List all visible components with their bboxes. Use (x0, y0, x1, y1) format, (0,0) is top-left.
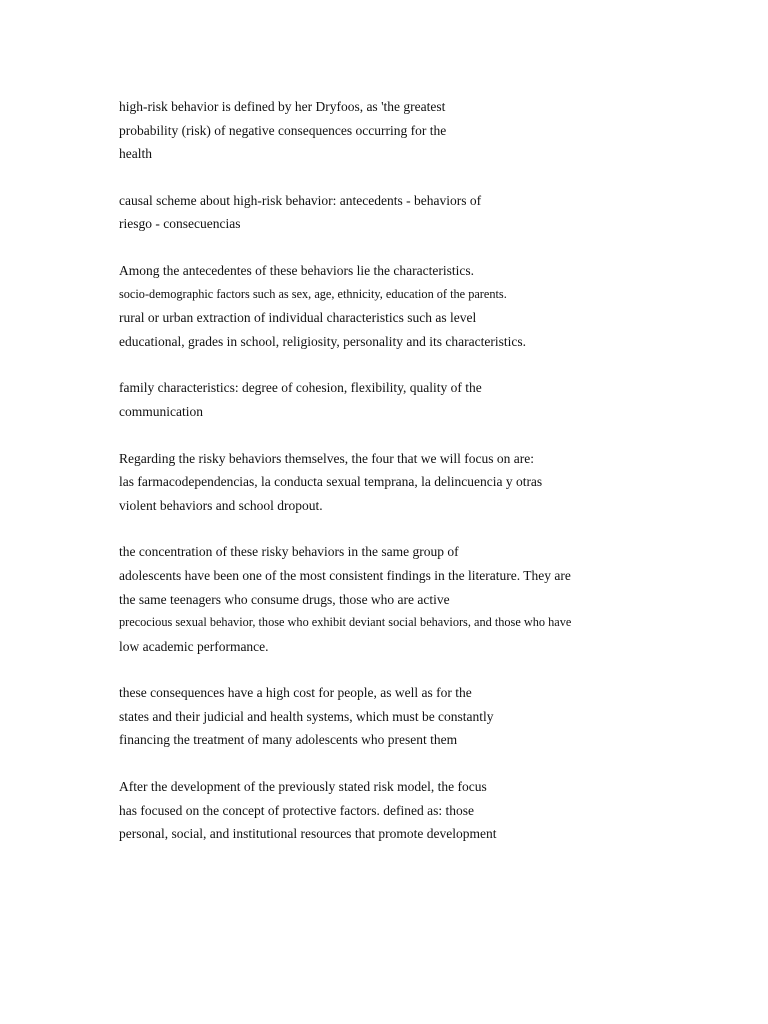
text-line: communication (119, 403, 203, 419)
text-line: family characteristics: degree of cohesion, flexibility, quality of the (119, 380, 482, 396)
text-line: After the development of the previously stated risk model, the focus (119, 779, 487, 795)
text-line: rural or urban extraction of individual characteristics such as level (119, 310, 477, 326)
paragraph-risky-behaviors (119, 447, 739, 518)
paragraph-concentration (119, 540, 739, 658)
text-line: riesgo - consecuencias (119, 216, 241, 232)
text-line: precocious sexual behavior, those who exhibit deviant social behaviors, and those who have (119, 615, 572, 630)
text-line: causal scheme about high-risk behavior: antecedents - behaviors of (119, 192, 482, 208)
text-line: las farmacodependencias, la conducta sexual temprana, la delincuencia y otras (119, 474, 543, 490)
text-line: socio-demographic factors such as sex, age, ethnicity, education of the parents. (119, 286, 507, 301)
paragraph-consequences (119, 681, 739, 752)
text-line: Regarding the risky behaviors themselves, the four that we will focus on are: (119, 450, 535, 466)
text-line: adolescents have been one of the most consistent findings in the literature. They are (119, 567, 571, 583)
text-line: these consequences have a high cost for people, as well as for the (119, 685, 472, 701)
paragraph-protective-factors (119, 775, 739, 846)
text-line: violent behaviors and school dropout. (119, 497, 323, 513)
text-line: high-risk behavior is defined by her Dryfoos, as 'the greatest (119, 99, 446, 114)
text-line: has focused on the concept of protective factors. defined as: those (119, 802, 474, 818)
text-line: states and their judicial and health systems, which must be constantly (119, 708, 494, 724)
document-body (119, 95, 739, 869)
paragraph-family-characteristics (119, 376, 739, 423)
paragraph-high-risk-definition (119, 95, 739, 166)
text-line: the concentration of these risky behaviors in the same group of (119, 544, 459, 560)
text-line: financing the treatment of many adolescents who present them (119, 732, 458, 748)
text-line: Among the antecedentes of these behaviors lie the characteristics. (119, 262, 474, 278)
paragraph-antecedents (119, 259, 739, 353)
text-line: personal, social, and institutional resources that promote development (119, 826, 497, 842)
text-line: low academic performance. (119, 638, 269, 654)
text-line: probability (risk) of negative consequences occurring for the (119, 122, 447, 138)
text-line: the same teenagers who consume drugs, those who are active (119, 591, 450, 607)
text-line: educational, grades in school, religiosity, personality and its characteristics. (119, 333, 527, 349)
paragraph-causal-scheme (119, 189, 739, 236)
text-line: health (119, 146, 152, 162)
